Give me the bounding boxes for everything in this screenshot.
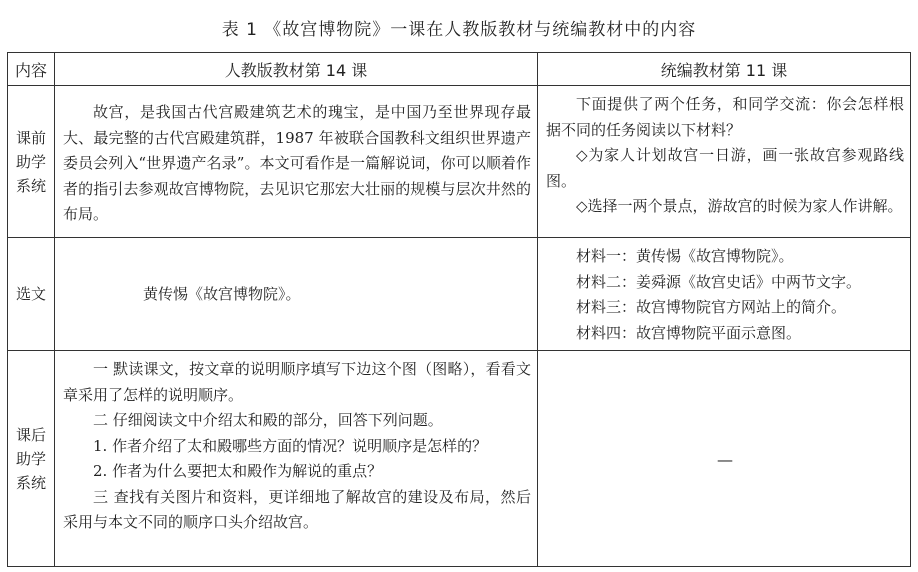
unified-cell <box>538 238 911 351</box>
row-label-line: 课后 <box>15 425 46 444</box>
empty-dash: — <box>717 450 733 469</box>
table-row <box>8 351 911 567</box>
unified-paragraph: 材料二：姜舜源《故宫史话》中两节文字。 <box>576 272 862 291</box>
pep-cell <box>55 86 538 238</box>
pep-paragraph: 二 仔细阅读文中介绍太和殿的部分，回答下列问题。 <box>93 411 443 429</box>
row-label-line: 助学 <box>15 449 46 468</box>
unified-paragraph: 材料三：故宫博物院官方网站上的简介。 <box>576 298 847 316</box>
table-row <box>8 238 911 351</box>
pep-paragraph: 1. 作者介绍了太和殿哪些方面的情况？说明顺序是怎样的？ <box>93 436 488 455</box>
row-label <box>8 86 55 238</box>
table-caption: 表 1 《故宫博物院》一课在人教版教材与统编教材中的内容 <box>221 20 697 40</box>
unified-paragraph: 材料一：黄传惕《故宫博物院》。 <box>576 247 794 265</box>
pep-cell <box>55 351 538 567</box>
unified-paragraph: 下面提供了两个任务，和同学交流：你会怎样根据不同的任务阅读以下材料？ <box>546 95 904 139</box>
header-row <box>8 53 911 86</box>
row-label-line: 系统 <box>15 176 46 195</box>
unified-cell <box>538 351 911 567</box>
row-label-line: 助学 <box>15 152 46 171</box>
row-label <box>8 238 55 351</box>
row-label-line: 课前 <box>15 128 46 147</box>
table-row <box>8 86 911 238</box>
row-label-line: 选文 <box>15 285 46 303</box>
pep-paragraph: 2. 作者为什么要把太和殿作为解说的重点？ <box>93 462 383 480</box>
header-content: 内容 <box>8 53 55 86</box>
unified-cell <box>538 86 911 238</box>
row-label <box>8 351 55 567</box>
unified-paragraph: ◇为家人计划故宫一日游，画一张故宫参观路线图。 <box>546 146 904 190</box>
unified-paragraph: ◇选择一两个景点，游故宫的时候为家人作讲解。 <box>576 197 903 215</box>
pep-cell <box>55 238 538 351</box>
row-label-line: 系统 <box>15 473 46 492</box>
header-unified: 统编教材第 11 课 <box>538 53 911 86</box>
pep-paragraph: 故宫，是我国古代宫殿建筑艺术的瑰宝，是中国乃至世界现存最大、最完整的古代宫殿建筑群，1987 年被联合国教科文组织世界遗产委员会列入“世界遗产名录”。本文可看作是一篇解说词，你可以顺着作者的指引去参观故宫博物院，去见识它那宏大壮丽的规模与层次井然的布局。 <box>63 103 531 223</box>
pep-paragraph: 一 默读课文，按文章的说明顺序填写下边这个图（图略），看看文章采用了怎样的说明顺序。 <box>63 360 531 404</box>
header-pep: 人教版教材第 14 课 <box>55 53 538 86</box>
unified-paragraph: 材料四：故宫博物院平面示意图。 <box>576 323 802 342</box>
comparison-table <box>7 52 911 567</box>
pep-paragraph: 三 查找有关图片和资料，更详细地了解故宫的建设及布局，然后采用与本文不同的顺序口头介绍故宫。 <box>63 487 531 531</box>
pep-paragraph: 黄传惕《故宫博物院》。 <box>143 285 301 304</box>
